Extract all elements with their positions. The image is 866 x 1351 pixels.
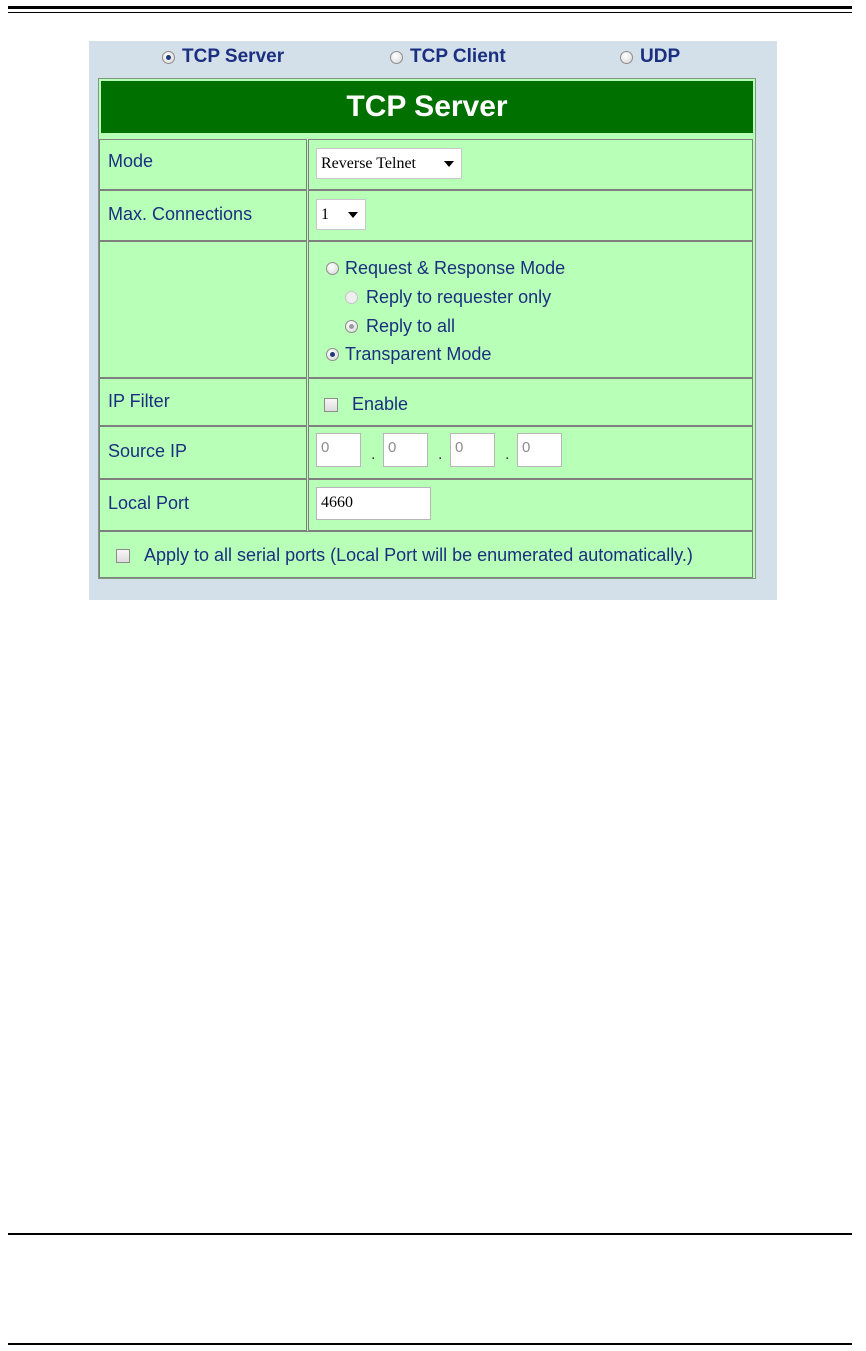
transparent-option[interactable] xyxy=(326,344,491,365)
chevron-down-icon xyxy=(444,161,454,167)
max-connections-value: 1 xyxy=(321,205,329,223)
reply-all-label: Reply to all xyxy=(366,316,456,336)
source-ip-octet-4[interactable]: 0 xyxy=(517,433,562,467)
mode-label: Mode xyxy=(108,151,154,171)
tcp-client-label: TCP Client xyxy=(410,46,506,67)
local-port-label: Local Port xyxy=(108,493,190,513)
source-ip-octet-3[interactable]: 0 xyxy=(450,433,495,467)
reply-requester-label: Reply to requester only xyxy=(366,287,552,307)
reply-all-radio xyxy=(345,320,358,333)
options-label-cell xyxy=(99,241,307,378)
ip-separator: . xyxy=(438,446,443,463)
request-response-radio[interactable] xyxy=(326,262,339,275)
udp-radio[interactable] xyxy=(620,51,633,64)
maxconn-value-cell xyxy=(308,190,753,241)
ip-filter-checkbox[interactable] xyxy=(324,398,338,412)
top-rule xyxy=(8,6,852,9)
reply-requester-option xyxy=(345,287,551,308)
mode-select-value: Reverse Telnet xyxy=(321,154,416,172)
source-ip-label: Source IP xyxy=(108,441,188,461)
apply-all-checkbox[interactable] xyxy=(116,549,130,563)
transparent-radio[interactable] xyxy=(326,348,339,361)
request-response-option[interactable] xyxy=(326,258,565,279)
table-title: TCP Server xyxy=(101,81,753,133)
ip-filter-enable[interactable] xyxy=(324,394,408,415)
tcp-client-radio[interactable] xyxy=(390,51,403,64)
ip-filter-enable-label: Enable xyxy=(352,394,409,414)
mode-select[interactable] xyxy=(316,148,462,179)
mode-option-tcp-server[interactable] xyxy=(162,46,284,68)
chevron-down-icon xyxy=(348,212,358,218)
source-ip-octet-2[interactable]: 0 xyxy=(383,433,428,467)
reply-all-option xyxy=(345,316,455,337)
ip-separator: . xyxy=(371,446,376,463)
reply-requester-radio xyxy=(345,291,358,304)
udp-label: UDP xyxy=(640,46,681,67)
ip-filter-label: IP Filter xyxy=(108,391,170,411)
max-connections-select[interactable] xyxy=(316,199,366,230)
bottom-rule xyxy=(8,1343,852,1345)
mode-option-udp[interactable] xyxy=(620,46,680,68)
ip-separator: . xyxy=(505,446,510,463)
tcp-server-radio[interactable] xyxy=(162,51,175,64)
mode-selector xyxy=(89,46,777,72)
tcp-server-label: TCP Server xyxy=(182,46,285,67)
footer-rule xyxy=(8,1233,852,1235)
max-connections-label: Max. Connections xyxy=(108,204,253,224)
apply-all-option[interactable] xyxy=(116,545,693,566)
local-port-input[interactable]: 4660 xyxy=(316,487,431,520)
source-ip-octet-1[interactable]: 0 xyxy=(316,433,361,467)
request-response-label: Request & Response Mode xyxy=(345,258,566,278)
mode-option-tcp-client[interactable] xyxy=(390,46,506,68)
top-rule-thin xyxy=(8,12,852,13)
apply-all-label: Apply to all serial ports (Local Port will be enumerated automatically.) xyxy=(144,545,693,565)
transparent-label: Transparent Mode xyxy=(345,344,492,364)
